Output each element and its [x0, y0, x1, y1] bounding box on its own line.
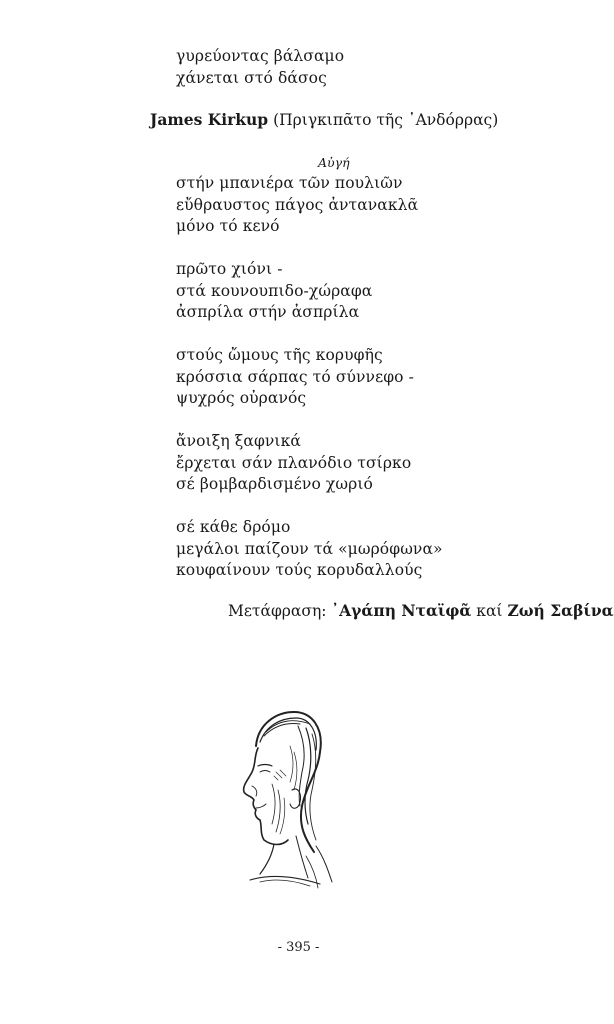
poem-line: ἀσπρίλα στήν ἀσπρίλα: [176, 303, 360, 321]
portrait-sketch-image: [220, 706, 340, 896]
translation-credit: [228, 601, 614, 620]
stanza-2: [176, 259, 372, 324]
translator-name: ᾿Αγάπη Νταϊφᾶ: [331, 601, 472, 620]
translator-name: Ζωή Σαβίνα: [507, 601, 614, 620]
poem-line: κρόσσια σάρπας τό σύννεφο -: [176, 367, 414, 386]
stanza-1: [176, 173, 418, 238]
poem-line: μόνο τό κενό: [176, 217, 280, 235]
poem-line: κουφαίνουν τούς κορυδαλλούς: [176, 561, 423, 579]
poem-line: χάνεται στό δάσος: [176, 68, 327, 87]
poem-line: ἄνοιξη ξαφνικά: [176, 432, 301, 450]
stanza-3: [176, 345, 414, 410]
page-number: - 395 -: [277, 940, 320, 955]
poem-line: μεγάλοι παίζουν τά «μωρόφωνα»: [176, 539, 443, 558]
poem-line: ψυχρός οὐρανός: [176, 389, 307, 407]
poem-title: Αὐγή: [318, 155, 350, 170]
poem-line: σέ βομβαρδισμένο χωριό: [176, 475, 373, 493]
poem-line: πρῶτο χιόνι -: [176, 260, 283, 278]
stanza-4: [176, 431, 411, 496]
poem-line: ἔρχεται σάν πλανόδιο τσίρκο: [176, 453, 412, 472]
intro-stanza: [176, 46, 344, 89]
poem-line: εὔθραυστος πάγος ἀντανακλᾶ: [176, 195, 419, 214]
poem-line: γυρεύοντας βάλσαμο: [176, 47, 345, 65]
translation-label: Μετάφραση:: [228, 602, 327, 620]
poem-line: στήν μπανιέρα τῶν πουλιῶν: [176, 174, 403, 192]
author-location: (Πριγκιπᾶτο τῆς ᾿Ανδόρρας): [273, 111, 499, 129]
author-heading: [150, 110, 498, 129]
translation-conjunction: καί: [476, 602, 503, 620]
stanza-5: [176, 517, 443, 582]
author-name: James Kirkup: [150, 110, 269, 129]
poem-line: σέ κάθε δρόμο: [176, 518, 291, 536]
poem-line: στούς ὤμους τῆς κορυφῆς: [176, 346, 383, 364]
poem-line: στά κουνουπιδο-χώραφα: [176, 281, 373, 300]
